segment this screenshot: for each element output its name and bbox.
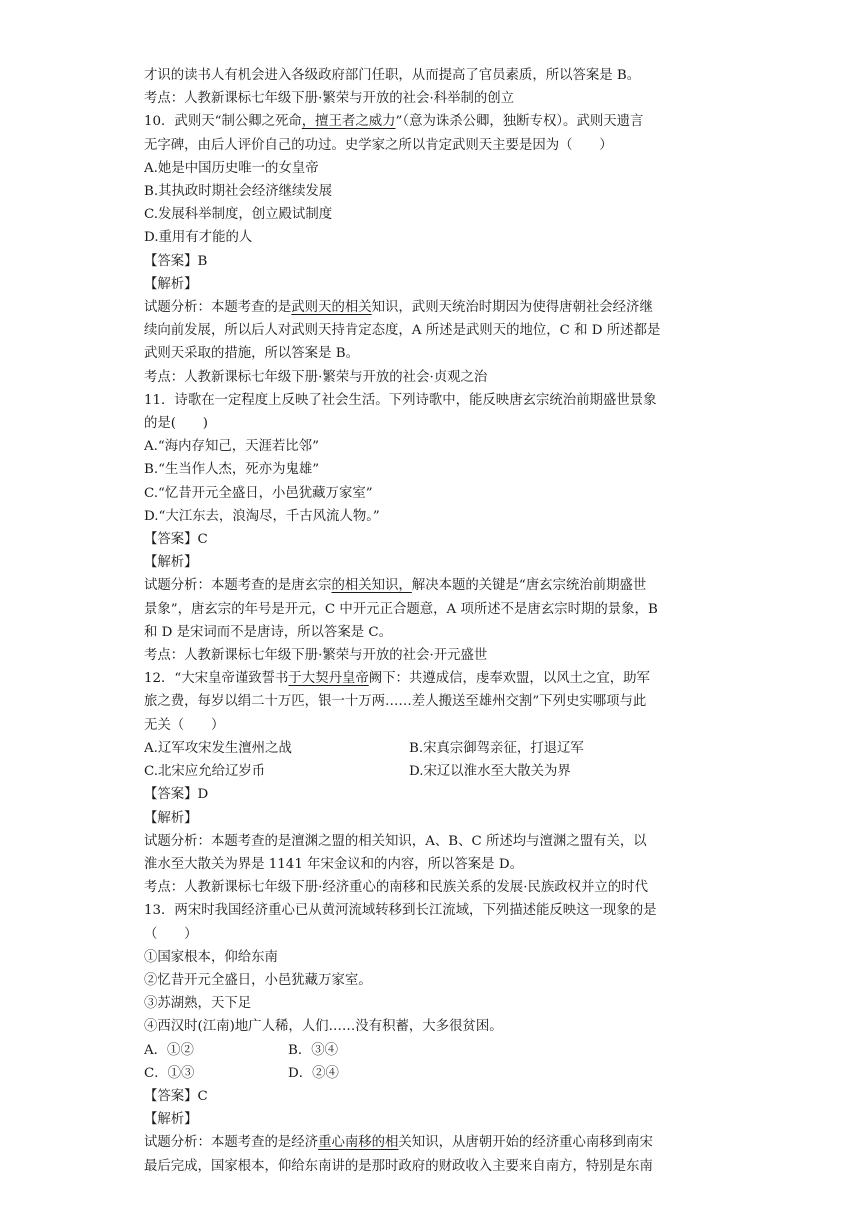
stem-text: 12．“大宋皇帝谨致誓书 (144, 671, 289, 687)
analysis-text-part: 解决本题的关键是“唐玄宗统治前期盛世 (411, 578, 647, 594)
option-d: D.宋辽以淮水至大散关为界 (409, 764, 571, 780)
option-a: A.“海内存知己，天涯若比邻” (144, 439, 319, 455)
question-12-stem-line3: 无关（ ） (144, 717, 225, 733)
question-12-stem-line2: 旅之费，每岁以绢二十万匹，银一十万两……差人搬送至雄州交割”下列史实哪项与此 (144, 694, 647, 710)
option-b: B.其执政时期社会经济继续发展 (144, 184, 333, 200)
analysis-label: 【解析】 (144, 1112, 198, 1128)
analysis-text: 淮水至大散关为界是 1141 年宋金议和的内容，所以答案是 D。 (144, 856, 523, 872)
option-a: A.她是中国历史唯一的女皇帝 (144, 160, 319, 176)
analysis-label: 【解析】 (144, 276, 198, 292)
analysis-text-part: 试题分析：本题考查的是 (144, 300, 292, 316)
question-10-stem (144, 110, 718, 133)
option-b: B.“生当作人杰，死亦为鬼雄” (144, 462, 320, 478)
document-page (144, 64, 718, 1178)
analysis-text-part: 知识，武则天统治时期因为使得唐朝社会经济继 (371, 300, 653, 316)
option-c: C.北宋应允给辽岁币 (144, 764, 266, 780)
analysis-label: 【解析】 (144, 555, 198, 571)
analysis-text-part: 试题分析：本题考查的是唐玄宗 (144, 578, 332, 594)
option-d: D.重用有才能的人 (144, 230, 253, 246)
option-row (144, 737, 718, 760)
option-c: C.“忆昔开元全盛日，小邑犹藏万家室” (144, 485, 373, 501)
option-b: B．③④ (288, 1042, 339, 1058)
answer: 【答案】C (144, 1088, 208, 1104)
analysis-text (144, 1131, 718, 1154)
stem-text: 10．武则天“制公卿之死命 (144, 114, 302, 130)
question-13-stem-line2: （ ） (144, 926, 198, 942)
option-d: D.“大江东去，浪淘尽，千古风流人物。” (144, 508, 380, 524)
analysis-text: 和 D 是宋词而不是唐诗，所以答案是 C。 (144, 624, 392, 640)
analysis-label: 【解析】 (144, 810, 198, 826)
question-11-stem-line2: 的是( ) (144, 416, 209, 432)
analysis-text-part: 试题分析：本题考查的是经济 (144, 1135, 319, 1151)
option-row (144, 1039, 718, 1062)
answer: 【答案】B (144, 253, 208, 269)
stem-text: 阙下：共遵成信，虔奉欢盟，以风土之宜，助军 (368, 671, 650, 687)
analysis-text: 最后完成，国家根本，仰给东南讲的是那时政府的财政收入主要来自南方，特别是东南 (144, 1158, 653, 1174)
question-10-stem-line2: 无字碑，由后人评价自己的功过。史学家之所以肯定武则天主要是因为（ ） (144, 137, 613, 153)
analysis-text (144, 296, 718, 319)
analysis-text-part: 关知识，从唐朝开始的经济重心南移到南宋 (398, 1135, 653, 1151)
analysis-text: 景象”，唐玄宗的年号是开元，C 中开元正合题意，A 项所述不是唐玄宗时期的景象，B (144, 601, 658, 617)
statement-item: ③苏湖熟，天下足 (144, 996, 252, 1012)
text-line: 才识的读书人有机会进入各级政府部门任职，从而提高了官员素质，所以答案是 B。 (144, 68, 641, 83)
underlined-text: ，擅王者之威力 (301, 114, 396, 130)
statement-item: ①国家根本，仰给东南 (144, 949, 278, 965)
statement-item: ④西汉时(江南)地广人稀，人们……没有积蓄，大多很贫困。 (144, 1019, 503, 1035)
underlined-text: 武则天的相关 (291, 300, 372, 316)
option-a: A．①② (144, 1042, 194, 1058)
option-a: A.辽军攻宋发生澶州之战 (144, 740, 292, 756)
answer: 【答案】D (144, 787, 209, 803)
question-12-stem (144, 667, 718, 690)
exam-point: 考点：人教新课标七年级下册·经济重心的南移和民族关系的发展·民族政权并立的时代 (144, 880, 648, 896)
question-11-stem: 11．诗歌在一定程度上反映了社会生活。下列诗歌中，能反映唐玄宗统治前期盛世景象 (144, 392, 657, 408)
option-c: C.发展科举制度，创立殿试制度 (144, 207, 333, 223)
option-row (144, 1062, 718, 1085)
option-d: D．②④ (288, 1065, 339, 1081)
exam-point: 考点：人教新课标七年级下册·繁荣与开放的社会·科举制的创立 (144, 91, 515, 107)
exam-point: 考点：人教新课标七年级下册·繁荣与开放的社会·开元盛世 (144, 648, 488, 664)
exam-point: 考点：人教新课标七年级下册·繁荣与开放的社会·贞观之治 (144, 369, 488, 385)
option-c: C．①③ (144, 1065, 195, 1081)
option-row (144, 760, 718, 783)
analysis-text: 续向前发展，所以后人对武则天持肯定态度，A 所述是武则天的地位，C 和 D 所述都是 (144, 323, 661, 339)
question-13-stem: 13．两宋时我国经济重心已从黄河流域转移到长江流域，下列描述能反映这一现象的是 (144, 903, 657, 919)
underlined-text: 于大契丹皇帝 (288, 671, 369, 687)
underlined-text: 的相关知识， (331, 578, 412, 594)
analysis-text: 武则天采取的措施，所以答案是 B。 (144, 346, 359, 362)
answer: 【答案】C (144, 532, 208, 548)
underlined-text: 重心南移的相 (318, 1135, 399, 1151)
analysis-text: 试题分析：本题考查的是澶渊之盟的相关知识，A、B、C 所述均与澶渊之盟有关，以 (144, 833, 647, 849)
option-b: B.宋真宗御驾亲征，打退辽军 (409, 740, 584, 756)
analysis-text (144, 574, 718, 597)
statement-item: ②忆昔开元全盛日，小邑犹藏万家室。 (144, 972, 372, 988)
stem-text: ”（意为诛杀公卿，独断专权）。武则天遗言 (395, 114, 644, 130)
